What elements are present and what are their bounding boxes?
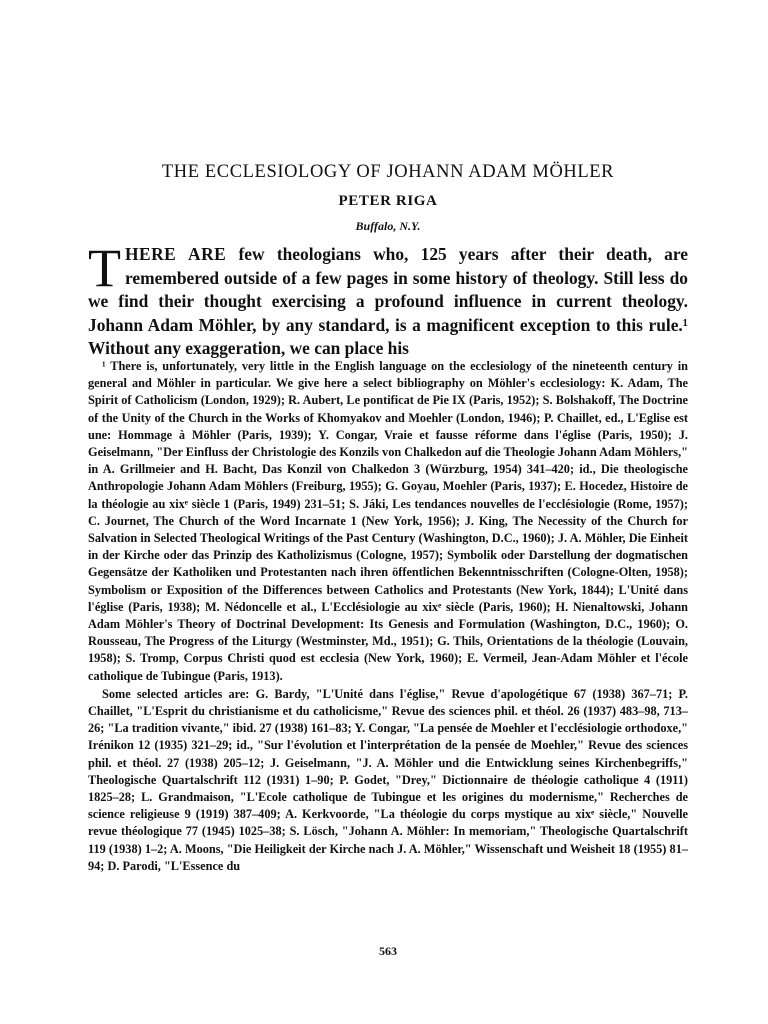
page-number: 563 [379,944,397,958]
author-name: PETER RIGA [338,193,438,209]
footnote-1: ¹ There is, unfortunately, very little in the English language on the ecclesiology of the nineteenth century in general and Möhler in particular. We give here a select bibliography on Möhler's ecclesiology: K. Adam, The Spirit of Catholicism (London, 1929); R. Aubert, Le pontificat de Pie IX (Paris, 1952); S. Bolshakoff, The Doctrine of the Unity of the Church in the Works of Khomyakov and Moehler (London, 1946); P. Chaillet, ed., L'Eglise est une: Hommage à Möhler (Paris, 1939); Y. Congar, Vraie et fausse réforme dans l'église (Paris, 1950); J. Geiselmann, "Der Einfluss der Christologie des Konzils von Chalkedon auf die Theologie Johann Adam Möhlers," in A. Grillmeier and H. Bacht, Das Konzil von Chalkedon 3 (Würzburg, 1954) 341–420; id., Die theologische Anthropologie Johann Adam Möhlers (Freiburg, 1955); G. Goyau, Moehler (Paris, 1937); E. Hocedez, Histoire de la théologie au xixᵉ siècle 1 (Paris, 1949) 231–51; S. Jáki, Les tendances nouvelles de l'ecclésiologie (Rome, 1957); C. Journet, The Church of the Word Incarnate 1 (New York, 1956); J. King, The Necessity of the Church for Salvation in Selected Theological Writings of the Past Century (Washington, D.C., 1960); J. A. Möhler, Die Einheit in der Kirche oder das Prinzip des Katholizismus (Cologne, 1957); Symbolik oder Darstellung der dogmatischen Gegensätze der Katholiken und Protestanten nach ihren öffentlichen Bekenntnisschriften (Cologne-Olten, 1958); Symbolism or Exposition of the Differences between Catholics and Protestants (New York, 1844); L'Unité dans l'église (Paris, 1938); M. Nédoncelle et al., L'Ecclésiologie au xixᵉ siècle (Paris, 1960); H. Nienaltowski, Johann Adam Möhler's Theory of Doctrinal Development: Its Genesis and Formulation (Washington, D.C., 1960); O. Rousseau, The Progress of the Liturgy (Westminster, Md., 1951); G. Thils, Orientations de la théologie (Louvain, 1958); S. Tromp, Corpus Christi quod est ecclesia (New York, 1960); E. Vermeil, Jean-Adam Möhler et l'école catholique de Tubingue (Paris, 1913). [88,359,688,683]
author-affiliation: Buffalo, N.Y. [355,219,421,233]
article-title: THE ECCLESIOLOGY OF JOHANN ADAM MÖHLER [161,162,615,182]
footnotes [88,358,688,875]
drop-cap: T [88,238,121,298]
intro-paragraph [88,238,688,361]
intro-lead-smallcaps: HERE ARE [125,244,227,264]
footnote-articles: Some selected articles are: G. Bardy, "L'Unité dans l'église," Revue d'apologétique 67 (1938) 367–71; P. Chaillet, "L'Esprit du christianisme et du catholicisme," Revue des sciences phil. et théol. 26 (1937) 483–98, 713–26; "La tradition vivante," ibid. 27 (1938) 161–83; Y. Congar, "La pensée de Moehler et l'ecclésiologie orthodoxe," Irénikon 12 (1935) 321–29; id., "Sur l'évolution et l'interprétation de la pensée de Moehler," Revue des sciences phil. et théol. 27 (1938) 205–12; J. Geiselmann, "J. A. Möhler und die Entwicklung seines Kirchenbegriffs," Theologische Quartalschrift 112 (1931) 1–90; P. Godet, "Drey," Dictionnaire de théologie catholique 4 (1911) 1825–28; L. Grandmaison, "L'Ecole catholique de Tubingue et les origines du modernisme," Recherches de science religieuse 9 (1919) 387–409; A. Kerkvoorde, "La théologie du corps mystique au xixᵉ siècle," Nouvelle revue théologique 77 (1945) 1025–38; S. Lösch, "Johann A. Möhler: In memoriam," Theologische Quartalschrift 119 (1938) 1–2; A. Moons, "Die Heiligkeit der Kirche nach J. A. Möhler," Wissenschaft und Weisheit 18 (1955) 81–94; D. Parodi, "L'Essence du [88,686,688,873]
intro-text: few theologians who, 125 years after their death, are remembered outside of a few pages in some history of theology. Still less do we find their thought exercising a profound influence in current theology. Johann Adam Möhler, by any standard, is a magnificent exception to this rule.¹ Without any exaggeration, we can place his [88,244,688,359]
